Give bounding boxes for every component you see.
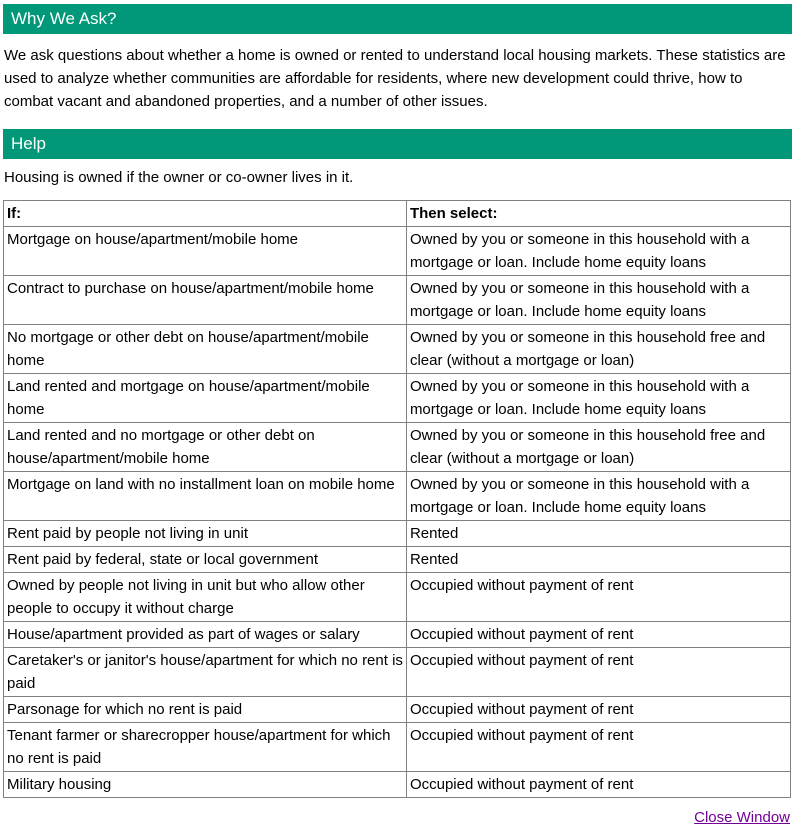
- then-select-cell: Owned by you or someone in this household with a mortgage or loan. Include home equity loans: [406, 472, 790, 521]
- then-select-cell: Occupied without payment of rent: [406, 697, 790, 723]
- if-cell: House/apartment provided as part of wages or salary: [4, 622, 407, 648]
- table-row: [4, 521, 791, 547]
- table-row: [4, 622, 791, 648]
- table-row: [4, 227, 791, 276]
- if-cell: Tenant farmer or sharecropper house/apartment for which no rent is paid: [4, 723, 407, 772]
- if-cell: Military housing: [4, 772, 407, 798]
- footer: [3, 809, 790, 826]
- table-header-row: [4, 201, 791, 227]
- then-select-cell: Occupied without payment of rent: [406, 622, 790, 648]
- column-header-if: If:: [4, 201, 407, 227]
- why-we-ask-title: Why We Ask?: [11, 9, 117, 28]
- if-cell: Owned by people not living in unit but who allow other people to occupy it without charge: [4, 573, 407, 622]
- then-select-cell: Owned by you or someone in this household free and clear (without a mortgage or loan): [406, 423, 790, 472]
- table-row: [4, 573, 791, 622]
- if-cell: Contract to purchase on house/apartment/mobile home: [4, 276, 407, 325]
- close-window-link[interactable]: Close Window: [694, 809, 790, 826]
- table-row: [4, 648, 791, 697]
- help-title: Help: [11, 134, 46, 153]
- then-select-cell: Occupied without payment of rent: [406, 648, 790, 697]
- why-we-ask-header-bar: [3, 4, 792, 34]
- if-cell: Mortgage on house/apartment/mobile home: [4, 227, 407, 276]
- then-select-cell: Rented: [406, 547, 790, 573]
- why-we-ask-body: We ask questions about whether a home is owned or rented to understand local housing markets. These statistics are used to analyze whether communities are affordable for residents, where new development could thrive, how to combat vacant and abandoned properties, and a number of other issues.: [4, 47, 786, 110]
- table-row: [4, 374, 791, 423]
- then-select-cell: Occupied without payment of rent: [406, 573, 790, 622]
- then-select-cell: Rented: [406, 521, 790, 547]
- then-select-cell: Owned by you or someone in this household free and clear (without a mortgage or loan): [406, 325, 790, 374]
- then-select-cell: Owned by you or someone in this household with a mortgage or loan. Include home equity loans: [406, 374, 790, 423]
- if-cell: Mortgage on land with no installment loan on mobile home: [4, 472, 407, 521]
- table-row: [4, 423, 791, 472]
- if-cell: Rent paid by people not living in unit: [4, 521, 407, 547]
- if-cell: Parsonage for which no rent is paid: [4, 697, 407, 723]
- table-row: [4, 325, 791, 374]
- column-header-then-select: Then select:: [406, 201, 790, 227]
- then-select-cell: Occupied without payment of rent: [406, 772, 790, 798]
- table-row: [4, 697, 791, 723]
- if-cell: Caretaker's or janitor's house/apartment for which no rent is paid: [4, 648, 407, 697]
- table-row: [4, 276, 791, 325]
- then-select-cell: Owned by you or someone in this household with a mortgage or loan. Include home equity loans: [406, 276, 790, 325]
- if-cell: Land rented and no mortgage or other debt on house/apartment/mobile home: [4, 423, 407, 472]
- help-intro-text: Housing is owned if the owner or co-owner lives in it.: [4, 169, 354, 186]
- if-cell: Land rented and mortgage on house/apartment/mobile home: [4, 374, 407, 423]
- if-cell: No mortgage or other debt on house/apartment/mobile home: [4, 325, 407, 374]
- help-header-bar: [3, 129, 792, 159]
- table-row: [4, 772, 791, 798]
- then-select-cell: Occupied without payment of rent: [406, 723, 790, 772]
- if-cell: Rent paid by federal, state or local government: [4, 547, 407, 573]
- table-row: [4, 547, 791, 573]
- housing-help-table: [3, 200, 791, 798]
- table-body: [4, 227, 791, 798]
- then-select-cell: Owned by you or someone in this household with a mortgage or loan. Include home equity loans: [406, 227, 790, 276]
- table-row: [4, 723, 791, 772]
- table-row: [4, 472, 791, 521]
